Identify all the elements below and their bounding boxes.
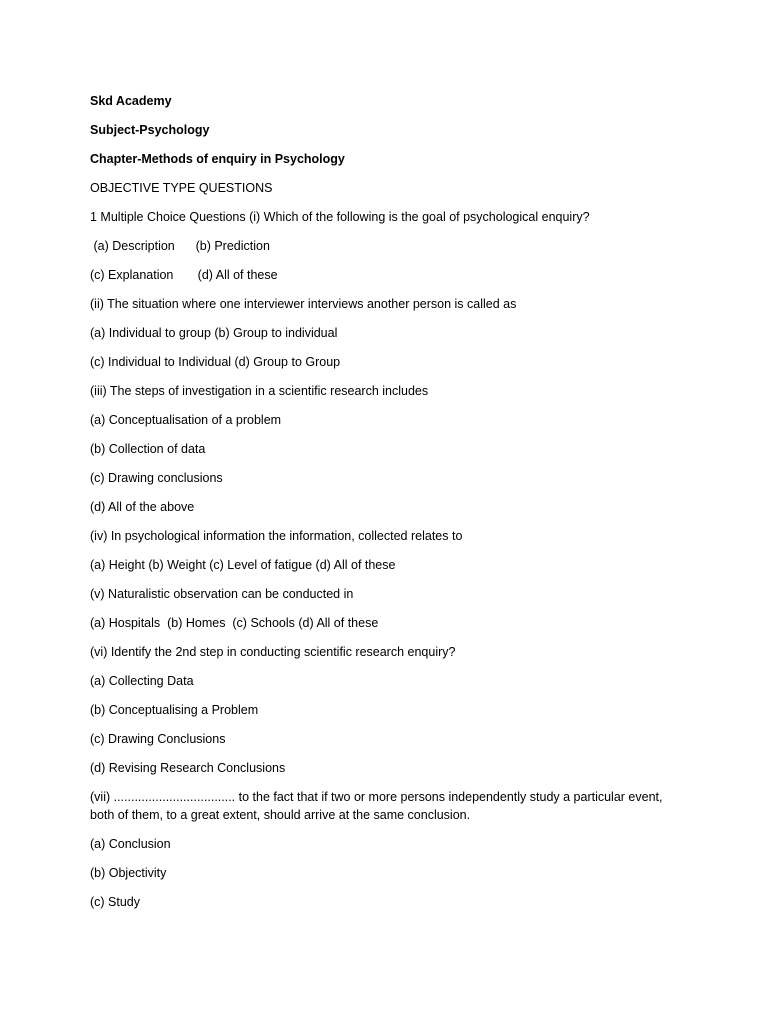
section-heading: OBJECTIVE TYPE QUESTIONS — [90, 181, 273, 195]
question-6-option-d: (d) Revising Research Conclusions — [90, 761, 286, 775]
question-2-options-row-2: (c) Individual to Individual (d) Group to Group — [90, 355, 341, 369]
question-1-options-row-1: (a) Description (b) Prediction — [90, 239, 270, 253]
question-3: (iii) The steps of investigation in a scientific research includes — [90, 384, 429, 398]
question-7-option-c: (c) Study — [90, 895, 141, 909]
question-3-option-b: (b) Collection of data — [90, 442, 206, 456]
question-3-option-c: (c) Drawing conclusions — [90, 471, 223, 485]
question-3-option-a: (a) Conceptualisation of a problem — [90, 413, 282, 427]
question-4: (iv) In psychological information the information, collected relates to — [90, 529, 463, 543]
question-5-options-row-1: (a) Hospitals (b) Homes (c) Schools (d) All of these — [90, 616, 379, 630]
question-5: (v) Naturalistic observation can be conducted in — [90, 587, 354, 601]
chapter-title: Chapter-Methods of enquiry in Psychology — [90, 152, 345, 166]
academy-name: Skd Academy — [90, 94, 172, 108]
question-6-option-b: (b) Conceptualising a Problem — [90, 703, 259, 717]
question-2-options-row-1: (a) Individual to group (b) Group to individual — [90, 326, 338, 340]
question-7: (vii) ................................... to the fact that if two or more persons independently study a particular event, both of them, to a great extent, should arrive at the same conclusion. — [90, 790, 663, 822]
subject-title: Subject-Psychology — [90, 123, 210, 137]
question-1-options-row-2: (c) Explanation (d) All of these — [90, 268, 278, 282]
document-page — [90, 92, 690, 922]
question-1: 1 Multiple Choice Questions (i) Which of the following is the goal of psychological enquiry? — [90, 210, 590, 224]
question-7-option-a: (a) Conclusion — [90, 837, 171, 851]
question-6-option-c: (c) Drawing Conclusions — [90, 732, 226, 746]
question-4-options-row-1: (a) Height (b) Weight (c) Level of fatigue (d) All of these — [90, 558, 396, 572]
question-6-option-a: (a) Collecting Data — [90, 674, 194, 688]
question-7-option-b: (b) Objectivity — [90, 866, 167, 880]
question-2: (ii) The situation where one interviewer interviews another person is called as — [90, 297, 517, 311]
question-6: (vi) Identify the 2nd step in conducting scientific research enquiry? — [90, 645, 456, 659]
question-3-option-d: (d) All of the above — [90, 500, 195, 514]
